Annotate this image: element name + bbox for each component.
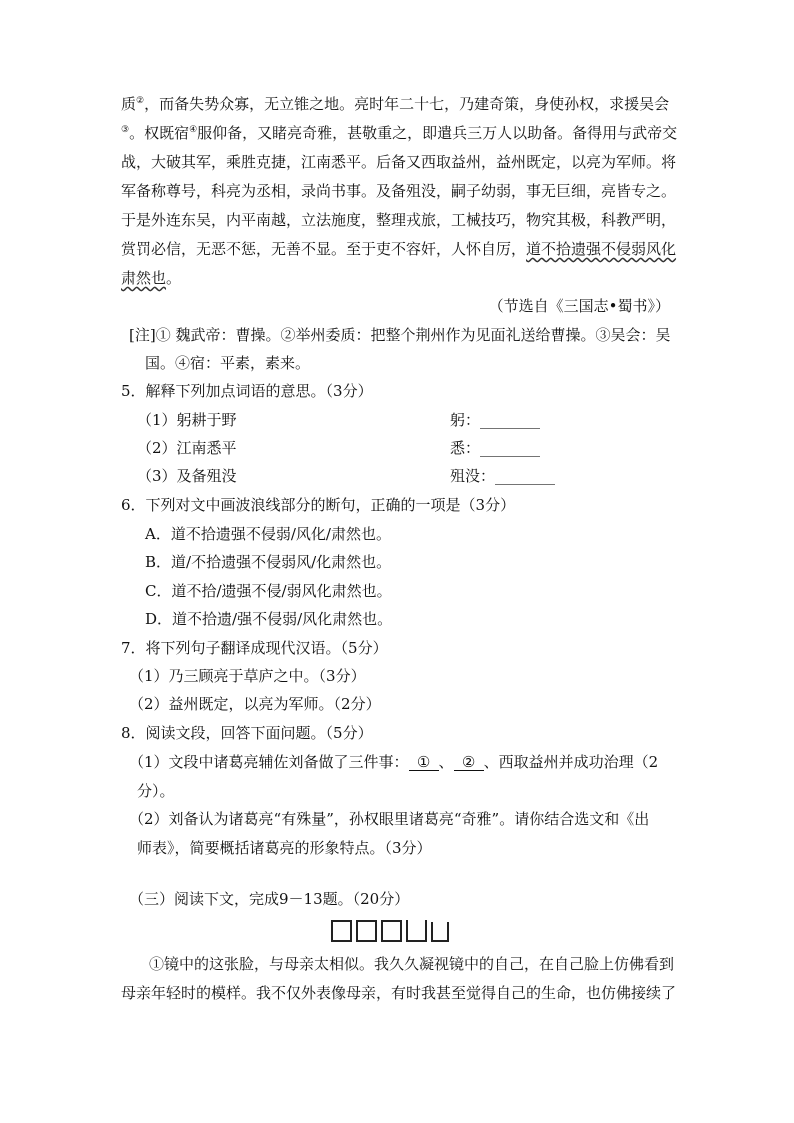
question-6-title: 6．下列对文中画波浪线部分的断句，正确的一项是（3分）	[121, 496, 516, 514]
question-7-title: 7．将下列句子翻译成现代汉语。（5分）	[121, 639, 388, 657]
question-8-title: 8．阅读文段，回答下面问题。（5分）	[121, 724, 373, 742]
q5-answer-blank[interactable]: 殂没：________	[450, 467, 556, 485]
q5-item	[137, 465, 556, 487]
q6-option-a[interactable]: A．道不拾遗强不侵弱/风化/肃然也。	[145, 525, 391, 543]
q6-option-d[interactable]: D．道不拾遗/强不侵弱/风化肃然也。	[145, 610, 393, 628]
placeholder-box	[331, 920, 352, 942]
passage-text: 赏罚必信，无恶不惩，无善不显。至于吏不容奸，人怀自厉，	[121, 240, 527, 258]
q8-text: 、	[438, 753, 454, 771]
section-3-title: （三）阅读下文，完成9－13题。（20分）	[129, 890, 410, 908]
notes-line-2: 国。④宿：平素，素来。	[145, 354, 311, 372]
footnote-marker: ③	[121, 125, 130, 135]
passage-line-4: 军备称尊号，科亮为丞相，录尚书事。及备殂没，嗣子幼弱，事无巨细，亮皆专之。	[121, 182, 677, 200]
garbled-title-boxes	[331, 920, 449, 942]
passage-line-2	[121, 122, 677, 144]
notes-line-1: [注]① 魏武帝：曹操。②举州委质：把整个荆州作为见面礼送给曹操。③吴会：吴	[129, 326, 671, 344]
q5-phrase: （2）江南悉平	[137, 439, 237, 457]
passage-text: 。权既宿	[129, 124, 190, 142]
q8-text: 、西取益州并成功治理（2	[483, 753, 659, 771]
q8-part-1	[129, 751, 658, 773]
q8-blank-2[interactable]: ②	[454, 754, 484, 771]
q7-item-2: （2）益州既定，以亮为军师。（2分）	[129, 695, 381, 713]
section-3-para-line-1: ①镜中的这张脸，与母亲太相似。我久久凝视镜中的自己，在自己脸上仿佛看到	[149, 955, 675, 973]
passage-text: ，而备失势众寡，无立锥之地。亮时年二十七，乃建奇策，身使孙权，求援吴会	[144, 95, 670, 113]
placeholder-box	[356, 920, 377, 942]
passage-text: 。	[166, 269, 182, 287]
q8-part-2-cont: 师表》，简要概括诸葛亮的形象特点。（3分）	[137, 839, 432, 857]
footnote-marker: ②	[136, 96, 145, 106]
q6-option-b[interactable]: B．道/不拾遗强不侵弱风/化肃然也。	[145, 553, 392, 571]
placeholder-box	[406, 920, 427, 942]
footnote-marker: ④	[189, 125, 198, 135]
passage-source: （节选自《三国志•蜀书》）	[488, 297, 670, 315]
passage-text: 服仰备，又睹亮奇雅，甚敬重之，即遣兵三万人以助备。备得用与武帝交	[197, 124, 678, 142]
q8-blank-1[interactable]: ①	[409, 754, 439, 771]
passage-line-7	[121, 267, 181, 289]
section-3-para-line-2: 母亲年轻时的模样。我不仅外表像母亲，有时我甚至觉得自己的生命，也仿佛接续了	[121, 984, 677, 1002]
placeholder-box	[431, 922, 449, 942]
wavy-underlined-text: 道不拾遗强不侵弱风化	[526, 240, 677, 258]
q8-part-1-cont: 分）。	[137, 782, 175, 800]
q8-text: （1）文段中诸葛亮辅佐刘备做了三件事：	[129, 753, 409, 771]
q5-phrase: （1）躬耕于野	[137, 411, 237, 429]
passage-text: 质	[121, 95, 137, 113]
placeholder-box	[381, 920, 402, 942]
q5-item	[137, 409, 541, 431]
passage-line-3: 战，大破其军，乘胜克捷，江南悉平。后备又西取益州，益州既定，以亮为军师。将	[121, 153, 677, 171]
q8-part-2: （2）刘备认为诸葛亮“有殊量”，孙权眼里诸葛亮“奇雅”。请你结合选文和《出	[129, 810, 650, 828]
passage-line-6	[121, 238, 676, 260]
q5-item	[137, 437, 541, 459]
wavy-underlined-text: 肃然也	[121, 269, 167, 287]
question-5-title: 5．解释下列加点词语的意思。（3分）	[121, 382, 373, 400]
passage-line-5: 于是外连东吴，内平南越，立法施度，整理戎旅，工械技巧，物究其极，科教严明，	[121, 211, 677, 229]
passage-line-1	[121, 93, 669, 115]
q5-answer-blank[interactable]: 悉：________	[450, 439, 541, 457]
q7-item-1: （1）乃三顾亮于草庐之中。（3分）	[129, 667, 366, 685]
q6-option-c[interactable]: C．道不拾/遗强不侵/弱风化肃然也。	[145, 582, 392, 600]
q5-answer-blank[interactable]: 躬：________	[450, 411, 541, 429]
q5-phrase: （3）及备殂没	[137, 467, 237, 485]
